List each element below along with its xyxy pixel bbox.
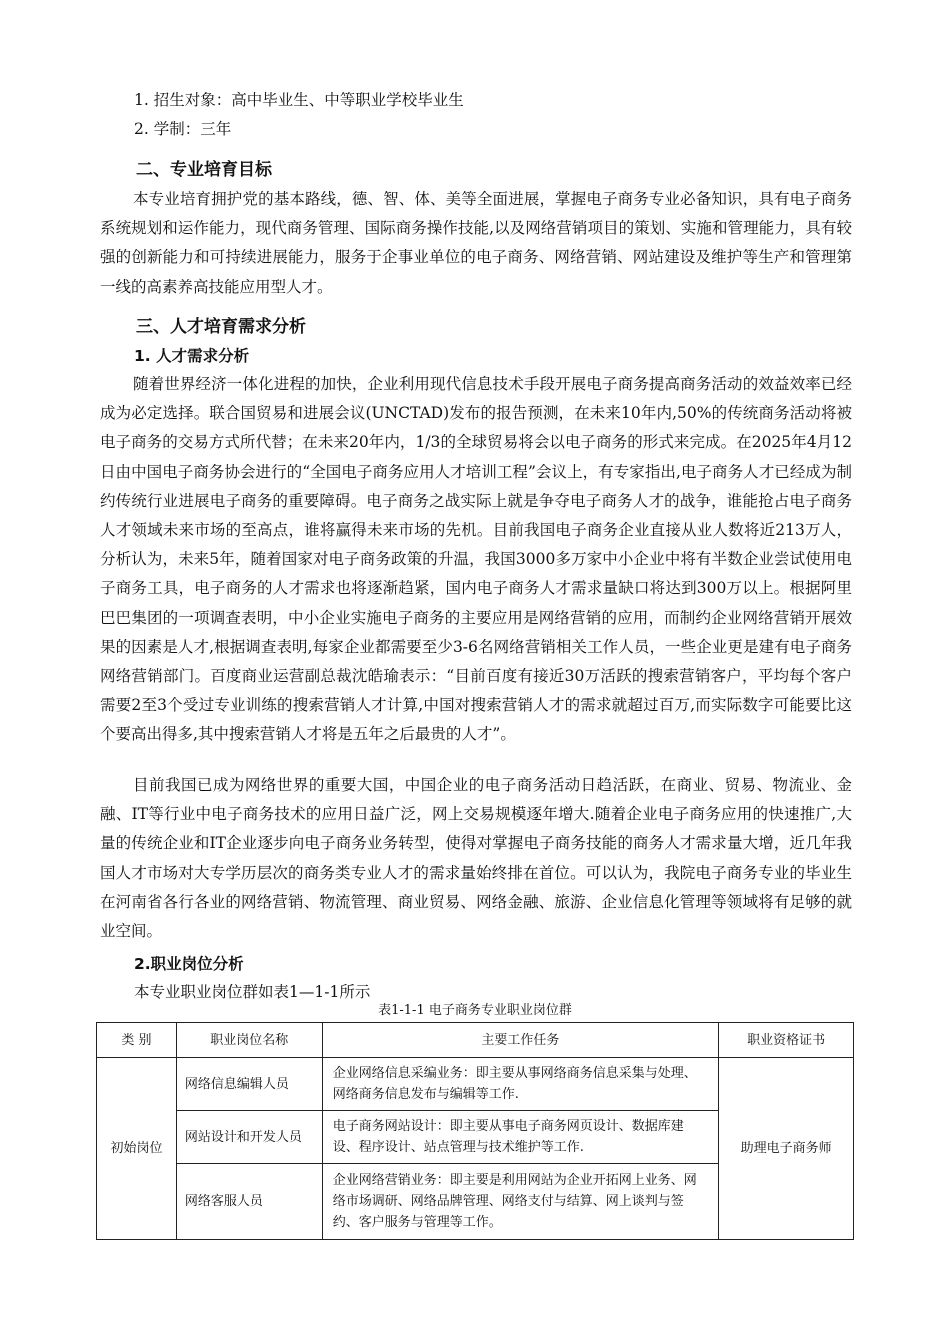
position-name-cell: 网络客服人员 (176, 1164, 322, 1240)
subheading-talent-demand: 1. 人才需求分析 (134, 347, 250, 365)
task-cell: 电子商务网站设计：即主要从事电子商务网页设计、数据库建设、程序设计、站点管理与技术维护等工作. (322, 1111, 718, 1164)
header-main-tasks: 主要工作任务 (322, 1023, 718, 1058)
talent-demand-paragraph-2: 目前我国已成为网络世界的重要大国，中国企业的电子商务活动日趋活跃，在商业、贸易、物流业、金融、IT等行业中电子商务技术的应用日益广泛，网上交易规模逐年增大.随着企业电子商务应用的快速推广,大量的传统企业和IT企业逐步向电子商务业务转型，使得对掌握电子商务技能的商务人才需求量大增，近几年我国人才市场对大专学历层次的商务类专业人才的需求量始终排在首位。可以认为，我院电子商务专业的毕业生在河南省各行各业的网络营销、物流管理、商业贸易、网络金融、旅游、企业信息化管理等领域将有足够的就业空间。 (100, 776, 852, 941)
job-positions-table (96, 1022, 854, 1240)
study-duration: 2. 学制：三年 (134, 120, 232, 138)
table-intro-text: 本专业职业岗位群如表1—1-1所示 (134, 983, 371, 1001)
position-name-cell: 网络信息编辑人员 (176, 1058, 322, 1111)
talent-demand-paragraph-1: 随着世界经济一体化进程的加快，企业利用现代信息技术手段开展电子商务提高商务活动的效益效率已经成为必定选择。联合国贸易和进展会议(UNCTAD)发布的报告预测，在未来10年内,50%的传统商务活动将被电子商务的交易方式所代替；在未来20年内，1/3的全球贸易将会以电子商务的形式来完成。在2025年4月12日由中国电子商务协会进行的“全国电子商务应用人才培训工程”会议上，有专家指出,电子商务人才已经成为制约传统行业进展电子商务的重要障碍。电子商务之战实际上就是争夺电子商务人才的战争，谁能抢占电子商务人才领域未来市场的至高点，谁将赢得未来市场的先机。目前我国电子商务企业直接从业人数将近213万人，分析认为，未来5年，随着国家对电子商务政策的升温，我国3000多万家中小企业中将有半数企业尝试使用电子商务工具，电子商务的人才需求也将逐渐趋紧，国内电子商务人才需求量缺口将达到300万以上。根据阿里巴巴集团的一项调查表明，中小企业实施电子商务的主要应用是网络营销的应用，而制约企业网络营销开展效果的因素是人才,根据调查表明,每家企业都需要至少3-6名网络营销相关工作人员，一些企业更是建有电子商务网络营销部门。百度商业运营副总裁沈皓瑜表示：“目前百度有接近30万活跃的搜索营销客户，平均每个客户需要2至3个受过专业训练的搜索营销人才计算,中国对搜索营销人才的需求就超过百万,而实际数字可能要比这个要高出得多,其中搜索营销人才将是五年之后最贵的人才”。 (100, 375, 852, 744)
table-row (97, 1058, 854, 1111)
task-cell: 企业网络营销业务：即主要是利用网站为企业开拓网上业务、网络市场调研、网络品牌管理、网络支付与结算、网上谈判与签约、客户服务与管理等工作。 (322, 1164, 718, 1240)
task-cell: 企业网络信息采编业务：即主要从事网络商务信息采集与处理、网络商务信息发布与编辑等工作. (322, 1058, 718, 1111)
position-name-cell: 网站设计和开发人员 (176, 1111, 322, 1164)
section-heading-training-goal: 二、专业培育目标 (136, 160, 272, 180)
subheading-job-analysis: 2.职业岗位分析 (134, 955, 244, 973)
header-certificate: 职业资格证书 (719, 1023, 854, 1058)
header-category: 类 别 (97, 1023, 177, 1058)
certificate-cell: 助理电子商务师 (719, 1058, 854, 1240)
section-heading-demand-analysis: 三、人才培育需求分析 (136, 317, 306, 337)
table-caption: 表1-1-1 电子商务专业职业岗位群 (378, 1003, 572, 1018)
header-position-name: 职业岗位名称 (176, 1023, 322, 1058)
table-header-row (97, 1023, 854, 1058)
training-goal-paragraph: 本专业培育拥护党的基本路线，德、智、体、美等全面进展，掌握电子商务专业必备知识，具有电子商务系统规划和运作能力，现代商务管理、国际商务操作技能,以及网络营销项目的策划、实施和管理能力，具有较强的创新能力和可持续进展能力，服务于企事业单位的电子商务、网络营销、网站建设及维护等生产和管理第一线的高素养高技能应用型人才。 (100, 190, 852, 296)
category-cell: 初始岗位 (97, 1058, 177, 1240)
enrollment-target: 1. 招生对象：高中毕业生、中等职业学校毕业生 (134, 91, 464, 109)
